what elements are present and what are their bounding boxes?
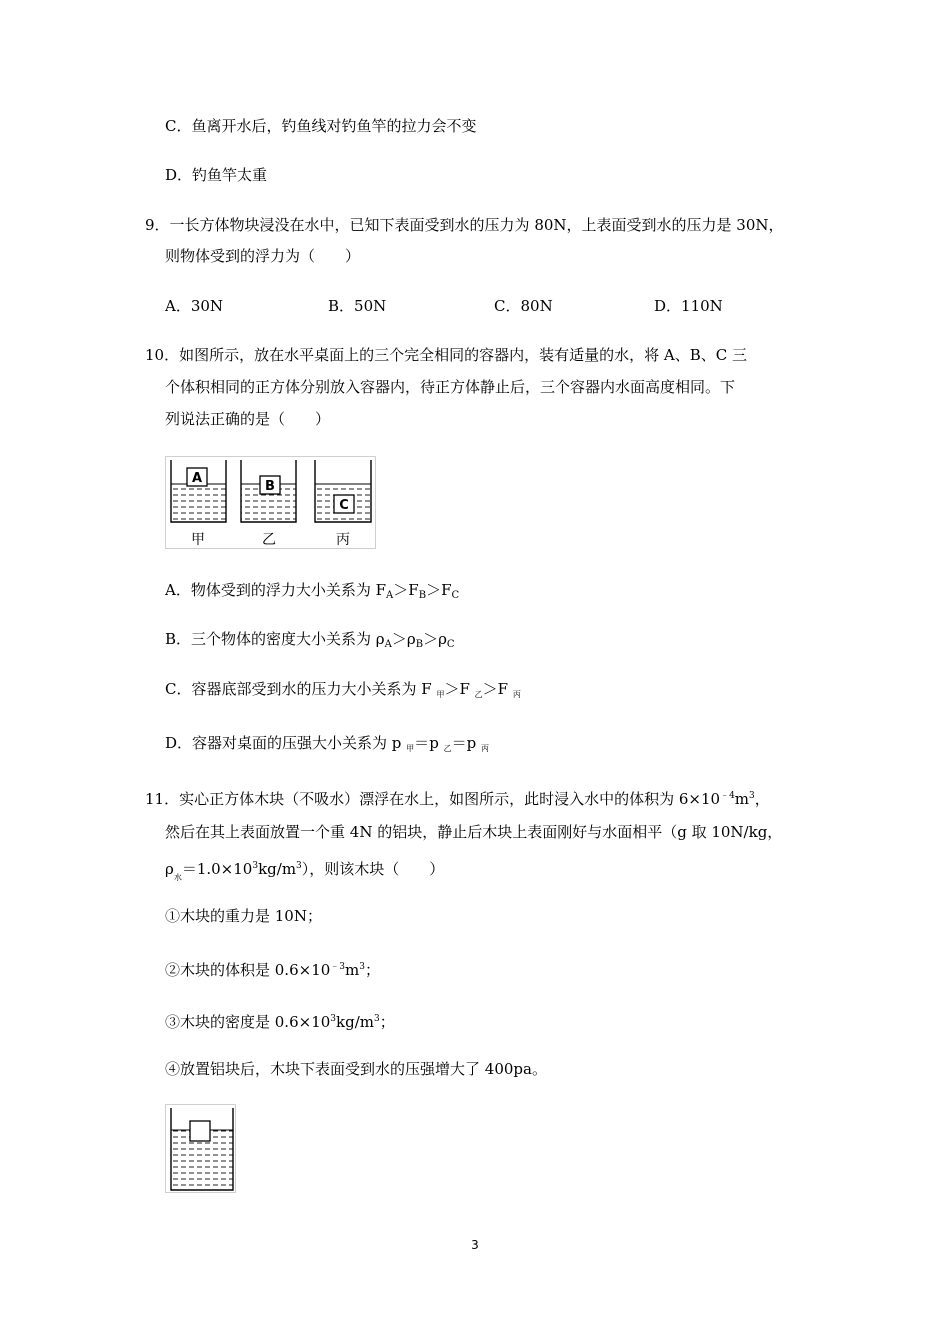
container-yi [241,460,296,522]
q8-option-d: D．钓鱼竿太重 [165,166,268,184]
q9-option-a: A．30N [165,297,224,315]
q10-containers-figure [165,456,377,550]
q10-option-b: B．三个物体的密度大小关系为 $\rho_A>\rho_B>\rho_C$ [165,630,455,650]
page-number: 3 [471,1238,479,1252]
q9-stem-line2: 则物体受到的浮力为（ ） [165,247,361,265]
label-yi: 乙 [262,532,276,548]
q11-statement-4: ④放置铝块后，木块下表面受到水的压强增大了 400pa。 [165,1060,547,1078]
q11-stem-line2: 然后在其上表面放置一个重 4N 的铝块，静止后木块上表面刚好与水面相平（g 取 10N/kg， [165,823,783,841]
q10-option-a: A．物体受到的浮力大小关系为 $F_A>F_B>F_C$ [165,581,460,601]
container-jia [171,460,226,522]
q10-option-d: D．容器对桌面的压强大小关系为 p $_甲$＝p $_乙$＝p $_丙$ [165,734,489,753]
q11-stem-line3: $\rho_水=1.0\times 10^3kg/m^3$），则该木块（ ） [165,860,445,882]
container-bing [315,460,371,522]
q10-stem-line1: 10．如图所示，放在水平桌面上的三个完全相同的容器内，装有适量的水，将 A、B、C 三 [145,346,747,364]
q9-option-b: B．50N [328,297,387,315]
wood-block [190,1121,210,1141]
q10-stem-line2: 个体积相同的正方体分别放入容器内，待正方体静止后，三个容器内水面高度相同。下 [165,378,736,396]
q11-container-figure [165,1104,237,1194]
q8-option-c: C．鱼离开水后，钓鱼线对钓鱼竿的拉力会不变 [165,117,477,135]
block-b-label: B [265,479,275,494]
q11-statement-1: ①木块的重力是 10N； [165,907,322,925]
q9-option-c: C．80N [494,297,553,315]
q11-statement-3: ③木块的密度是 $0.6\times 10^3kg/m^3$； [165,1013,395,1031]
q9-option-d: D．110N [654,297,723,315]
q11-stem-line1: 11．实心正方体木块（不吸水）漂浮在水上，如图所示，此时浸入水中的体积为 $6\times 10^{﹣4}m^3$， [145,790,770,808]
q10-option-c: C．容器底部受到水的压力大小关系为 F $_甲$＞F $_乙$＞F $_丙$ [165,680,521,699]
q9-stem-line1: 9．一长方体物块浸没在水中，已知下表面受到水的压力为 80N，上表面受到水的压力是 30N， [145,216,784,234]
block-a-label: A [191,471,203,486]
q11-statement-2: ②木块的体积是 $0.6\times 10^{﹣3}m^3$； [165,961,380,979]
q10-stem-line3: 列说法正确的是（ ） [165,410,331,428]
label-jia: 甲 [191,532,205,548]
block-c-label: C [339,498,349,513]
label-bing: 丙 [336,532,350,548]
